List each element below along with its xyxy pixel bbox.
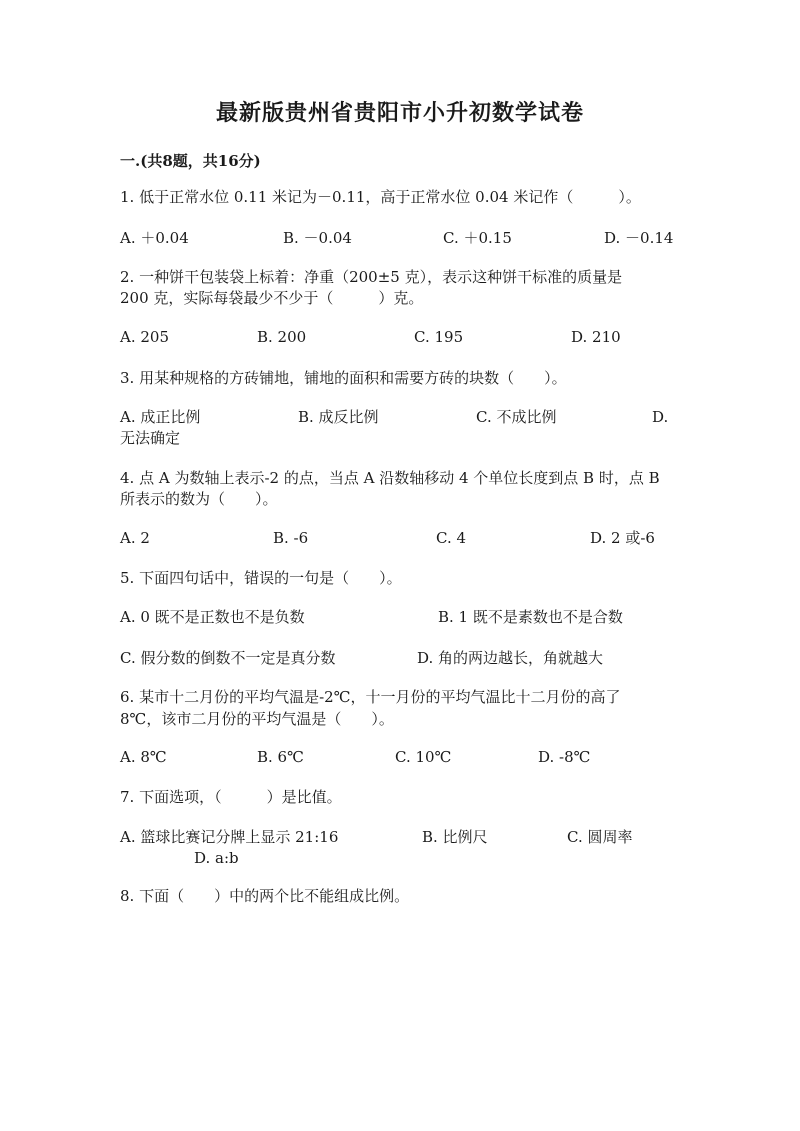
option-a: A. 篮球比赛记分牌上显示 21:16	[120, 828, 339, 846]
question-text: 3. 用某种规格的方砖铺地，铺地的面积和需要方砖的块数（ ）。	[120, 369, 567, 387]
option-d-text: 无法确定	[120, 429, 181, 447]
question-text: 4. 点 A 为数轴上表示-2 的点，当点 A 沿数轴移动 4 个单位长度到点 B 时，点 B	[120, 469, 660, 487]
option-a: A. 2	[120, 529, 150, 547]
option-b: B. 200	[257, 328, 307, 346]
option-c: C. 假分数的倒数不一定是真分数	[120, 649, 336, 667]
option-a: A. 205	[120, 328, 169, 346]
option-a: A. 8℃	[120, 748, 167, 766]
question-text: 6. 某市十二月份的平均气温是-2℃，十一月份的平均气温比十二月份的高了	[120, 688, 621, 706]
option-d: D. 210	[571, 328, 621, 346]
section-header: 一.(共8题，共16分)	[120, 152, 261, 170]
question-text-continued: 8℃，该市二月份的平均气温是（ ）。	[120, 710, 394, 728]
question-text: 8. 下面（ ）中的两个比不能组成比例。	[120, 887, 410, 905]
option-a: A. 0 既不是正数也不是负数	[120, 608, 305, 626]
option-d: D. -8℃	[538, 748, 591, 766]
option-a: A. ＋0.04	[120, 229, 189, 247]
question-text-continued: 200 克，实际每袋最少不少于（ ）克。	[120, 289, 424, 307]
question-text-continued: 所表示的数为（ ）。	[120, 490, 278, 508]
option-d: D. 2 或-6	[590, 529, 655, 547]
option-a: A. 成正比例	[120, 408, 201, 426]
option-b: B. 1 既不是素数也不是合数	[438, 608, 623, 626]
option-c: C. 4	[436, 529, 467, 547]
option-c: C. 10℃	[395, 748, 452, 766]
option-b: B. 比例尺	[422, 828, 488, 846]
option-d: D.	[652, 408, 669, 426]
question-text: 2. 一种饼干包装袋上标着：净重（200±5 克），表示这种饼干标准的质量是	[120, 268, 623, 286]
option-b: B. －0.04	[283, 229, 352, 247]
question-text: 1. 低于正常水位 0.11 米记为－0.11，高于正常水位 0.04 米记作（ ）。	[120, 188, 641, 206]
option-c: C. 195	[414, 328, 464, 346]
option-d: D. 角的两边越长，角就越大	[417, 649, 604, 667]
option-c: C. 不成比例	[476, 408, 557, 426]
option-b: B. 6℃	[257, 748, 304, 766]
option-d: D. －0.14	[604, 229, 674, 247]
option-c: C. 圆周率	[567, 828, 633, 846]
question-text: 7. 下面选项，（ ）是比值。	[120, 788, 342, 806]
page-title: 最新版贵州省贵阳市小升初数学试卷	[215, 100, 584, 126]
question-text: 5. 下面四句话中，错误的一句是（ ）。	[120, 569, 402, 587]
option-b: B. 成反比例	[298, 408, 379, 426]
option-c: C. ＋0.15	[443, 229, 512, 247]
option-d: D. a:b	[194, 849, 239, 867]
option-b: B. -6	[273, 529, 309, 547]
